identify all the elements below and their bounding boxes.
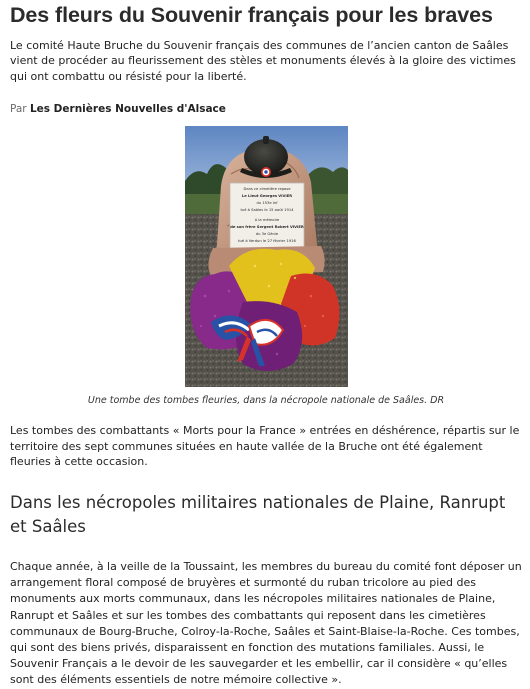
photo-caption: Une tombe des tombes fleuries, dans la nécropole nationale de Saâles. DR [87, 395, 445, 407]
plaque-line: Dans ce cimetière repose [242, 187, 291, 192]
article-title: Des fleurs du Souvenir français pour les braves [10, 3, 493, 27]
plaque-line: du 153e Inf [255, 201, 278, 206]
plaque-line: tué à Saâles le 15 août 1914 [239, 208, 294, 213]
byline-publisher[interactable]: Les Dernières Nouvelles d'Alsace [29, 103, 226, 116]
plaque-line: Le Lieut Georges VIVIER [241, 194, 292, 199]
article-subheading: Dans les nécropoles militaires nationales de Plaine, Ranrupt et Saâles [10, 493, 506, 536]
grave-photo[interactable] [185, 126, 348, 387]
plaque-line: du 3e Génie [255, 232, 278, 237]
article-paragraph: Chaque année, à la veille de la Toussaint, les membres du bureau du comité font déposer un arrangement floral composé de bruyères et surmonté du ruban tricolore au pied des monuments aux morts communaux, dans les nécropoles militaires nationales de Plaine, Ranrupt et Saâles et sur les tombes des combattants qui reposent dans les cimetières communaux de Bourg-Bruche, Colroy-la-Roche, Saâles et Saint-Blaise-la-Roche. Ces tombes, qui sont des biens privés, disparaissent en fonction des mutations familiales. Aussi, le Souvenir Français a le devoir de les sauvegarder et les embellir, car il considère « qu’elles sont des éléments essentiels de notre mémoire collective ». [10, 560, 522, 687]
byline-prefix: Par [10, 103, 27, 116]
plaque-line: tué à Verdun le 27 février 1916 [237, 239, 296, 244]
plaque-line: de son frère Sergent Robert VIVIER [229, 225, 304, 230]
article-figure [10, 126, 522, 407]
plaque-line: A la mémoire [254, 218, 279, 223]
article-byline [10, 102, 522, 116]
article [10, 0, 522, 689]
article-paragraph: Les tombes des combattants « Morts pour la France » entrées en déshérence, répartis sur le territoire des sept communes situées en haute vallée de la Bruche ont été également fleuries à cette occasion. [10, 424, 520, 469]
article-lead: Le comité Haute Bruche du Souvenir français des communes de l’ancien canton de Saâles vient de procéder au fleurissement des stèles et monuments élevés à la gloire des victimes qui ont combattu ou résisté pour la liberté. [10, 39, 516, 83]
